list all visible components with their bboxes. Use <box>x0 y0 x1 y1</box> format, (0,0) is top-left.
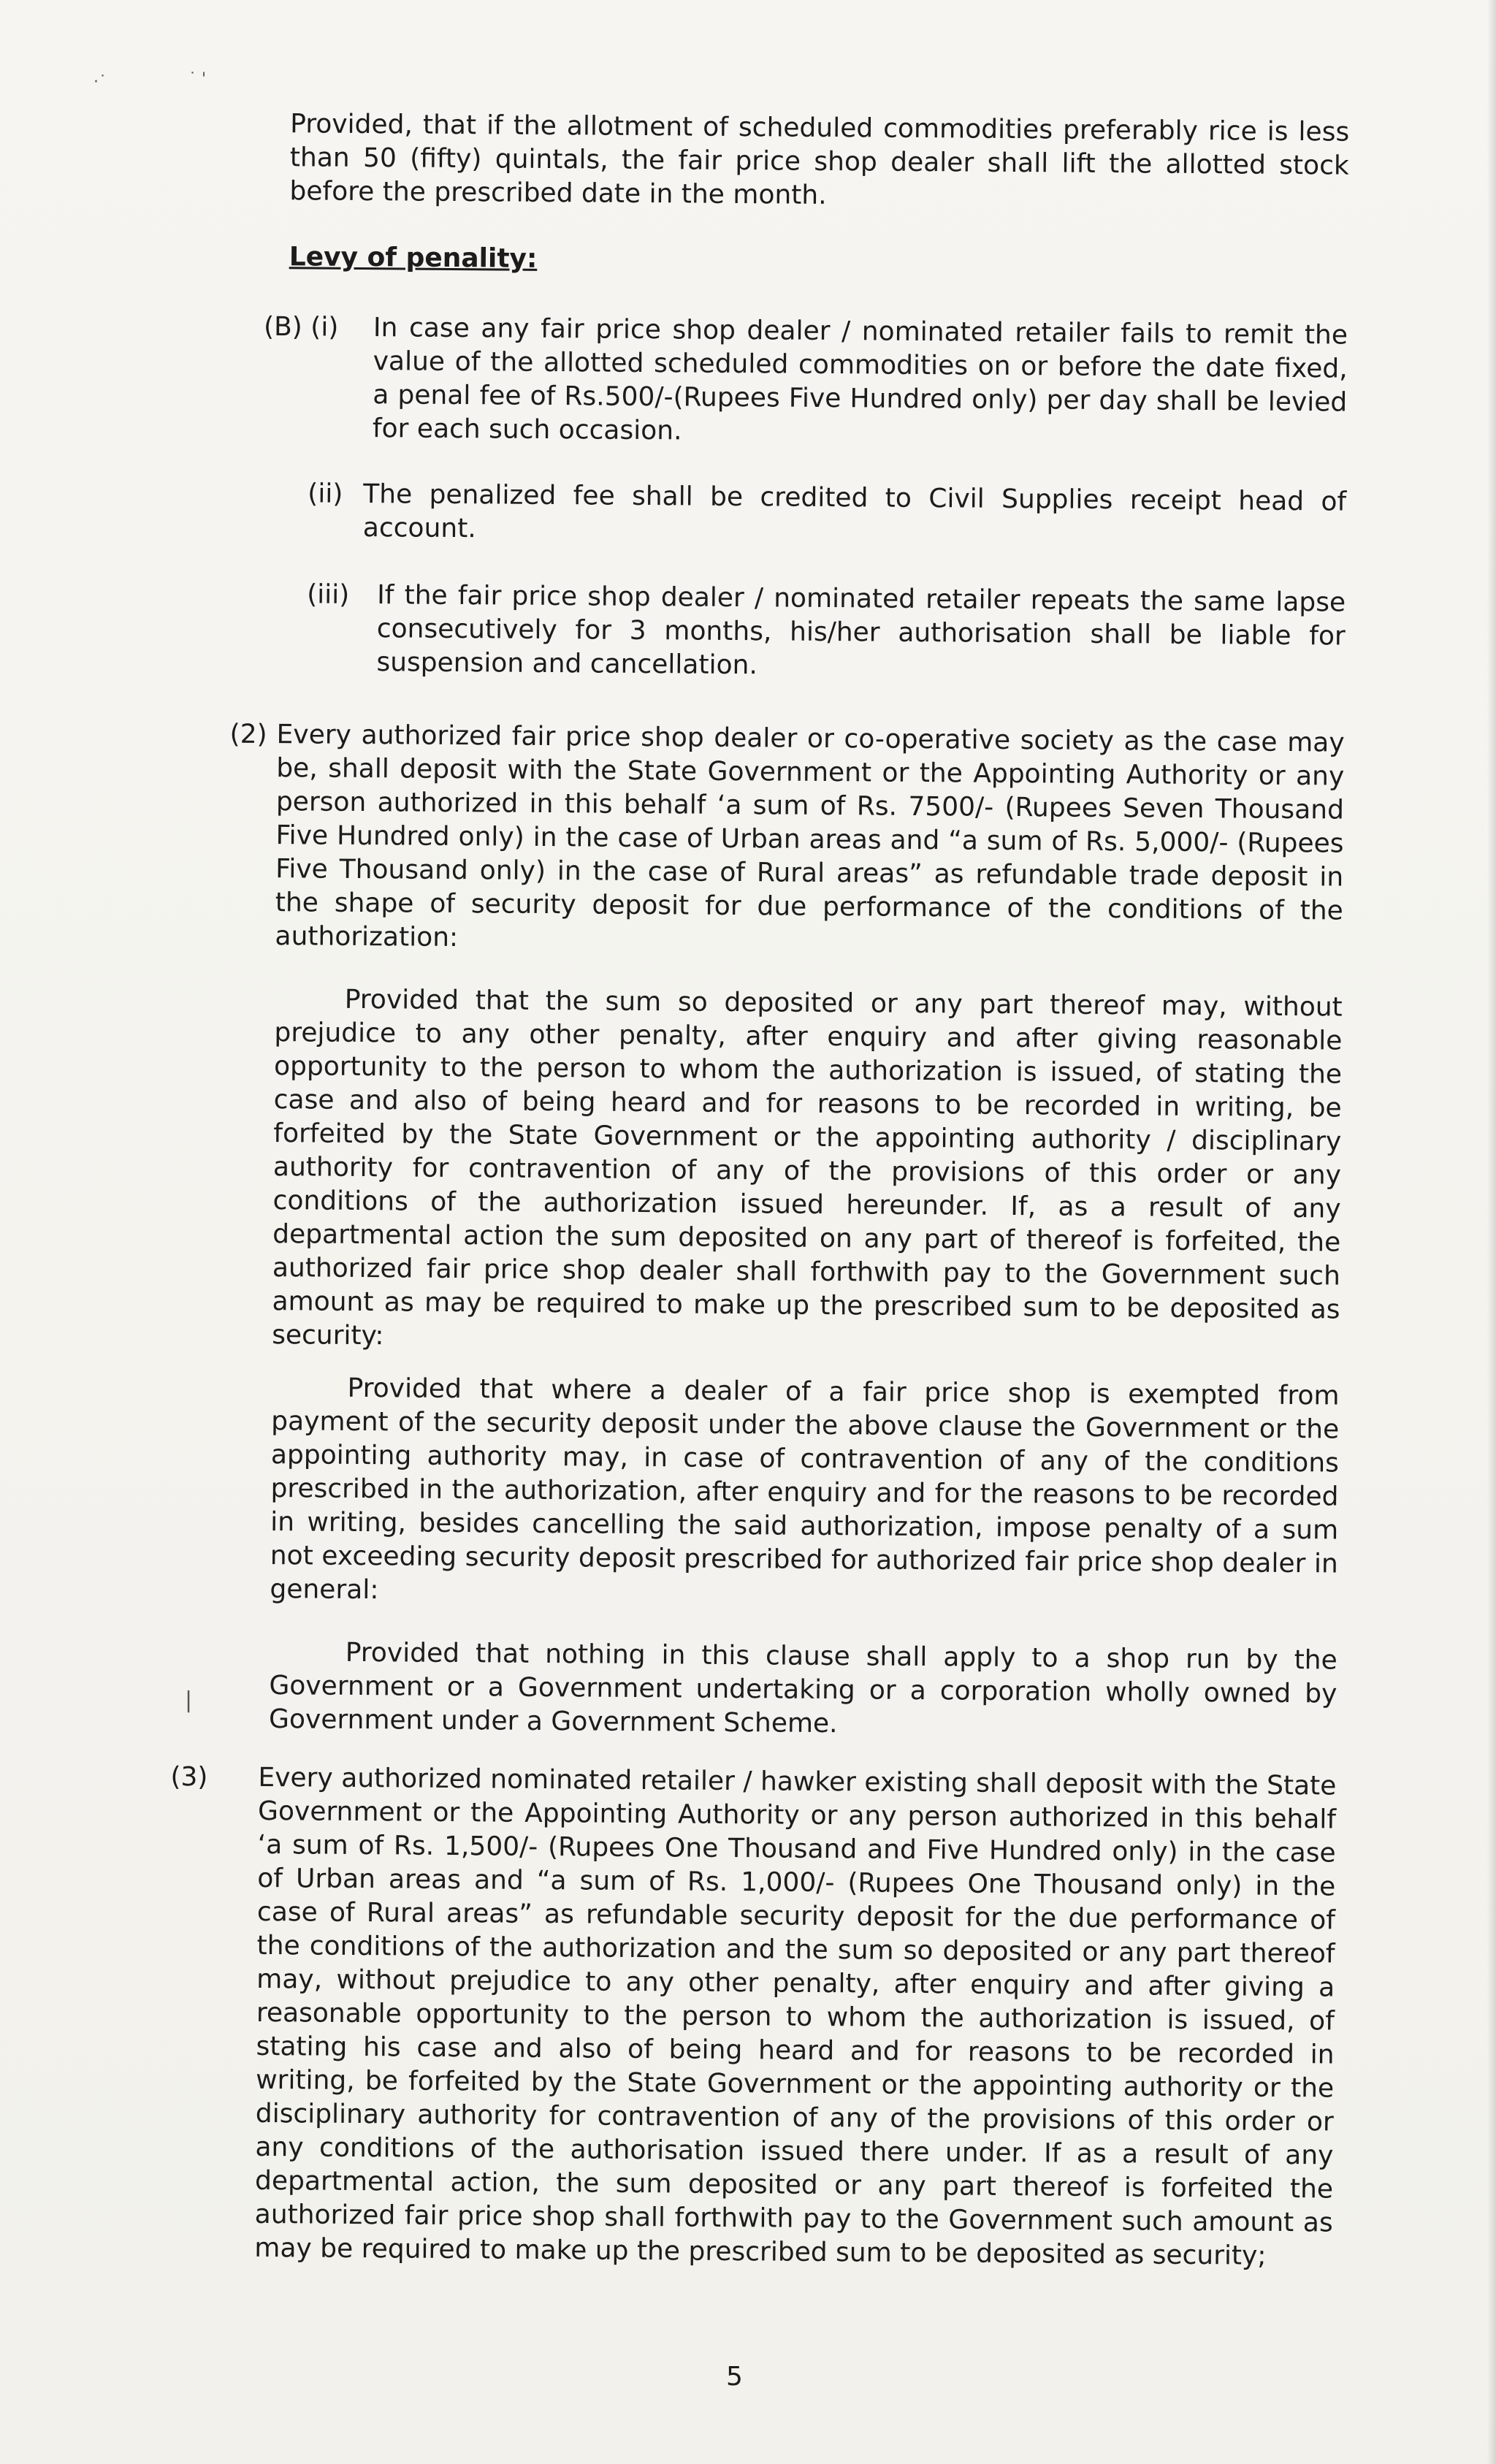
section-2-label: (2) <box>229 719 267 750</box>
proviso-1-text: Provided that the sum so deposited or any part thereof may, without prejudice to any other penalty, after enquiry and after giving reasonable opportunity to the person to whom the authorization is issued, of stating the case and also of being heard and for reasons to be recorded in writing, be forfeited by the State Government or the appointing authority / disciplinary authority for contravention of any of the provisions of this order or any conditions of the authorization issued hereunder. If, as a result of any departmental action the sum deposited on any part of thereof is forfeited, the authorized fair price shop dealer shall forthwith pay to the Government such amount as may be required to make up the prescribed sum to be deposited as security: <box>272 984 1343 1351</box>
clause-b-i-text: In case any fair price shop dealer / nominated retailer fails to remit the value of the allotted scheduled commodities on or before the date fixed, a penal fee of Rs.500/-(Rupees Five Hundred only) per day shall be levied for each such occasion. <box>372 313 1348 446</box>
intro-text: Provided, that if the allotment of scheduled commodities preferably rice is less than 50 (fifty) quintals, the fair price shop dealer shall lift the allotted stock before the prescribed date in the month. <box>289 109 1350 210</box>
section-3-text: Every authorized nominated retailer / hawker existing shall deposit with the State Government or the Appointing Authority or any person authorized in this behalf ‘a sum of Rs. 1,500/- (Rupees One Thousand and Five Hundred only) in the case of Urban areas and “a sum of Rs. 1,000/- (Rupees One Thousand only) in the case of Rural areas” as refundable security deposit for the due performance of the conditions of the authorization and the sum so deposited or any part thereof may, without prejudice to any other penalty, after enquiry and after giving a reasonable opportunity to the person to whom the authorization is issued, of stating his case and also of being heard and for reasons to be recorded in writing, be forfeited by the State Government or the appointing authority or the disciplinary authority for contravention of any of the provisions of this order or any conditions of the authorisation issued there under. If as a result of any departmental action, the sum deposited or any part thereof is forfeited the authorized fair price shop shall forthwith pay to the Government such amount as may be required to make up the prescribed sum to be deposited as security; <box>254 1762 1337 2271</box>
scan-mark: ·˙ <box>94 73 107 91</box>
proviso-3-text: Provided that nothing in this clause shall apply to a shop run by the Government or a Government undertaking or a corporation wholly owned by Government under a Government Scheme. <box>268 1637 1337 1739</box>
clause-b-i-label: (B) (i) <box>263 311 339 343</box>
clause-iii <box>376 579 1346 687</box>
clause-ii <box>363 478 1347 553</box>
intro-paragraph <box>289 107 1349 216</box>
clause-b-i <box>373 311 1348 453</box>
section-2-text: Every authorized fair price shop dealer or co-operative society as the case may be, shall deposit with the State Government or the Appointing Authority or any person authorized in this behalf ‘a sum of Rs. 7500/- (Rupees Seven Thousand Five Hundred only) in the case of Urban areas and “a sum of Rs. 5,000/- (Rupees Five Thousand only) in the case of Rural areas” as refundable trade deposit in the shape of security deposit for due performance of the conditions of the authorization: <box>275 720 1345 953</box>
section-2 <box>275 718 1344 961</box>
clause-ii-label: (ii) <box>308 478 343 509</box>
clause-ii-text: The penalized fee shall be credited to Civil Supplies receipt head of account. <box>362 479 1347 544</box>
proviso-2-text: Provided that where a dealer of a fair price shop is exempted from payment of the security deposit under the above clause the Government or the appointing authority may, in case of contravention of any of the conditions prescribed in the authorization, after enquiry and for the reasons to be recorded in writing, besides cancelling the said authorization, impose penalty of a sum not exceeding security deposit prescribed for authorized fair price shop dealer in general: <box>270 1373 1340 1606</box>
page-number: 5 <box>726 2362 743 2392</box>
section-3-label: (3) <box>170 1762 208 1793</box>
section-3 <box>254 1761 1336 2274</box>
scan-mark: ˙ ' <box>188 70 207 88</box>
levy-heading: Levy of penality: <box>289 242 538 274</box>
scan-mark: | <box>185 1687 193 1713</box>
clause-iii-text: If the fair price shop dealer / nominated retailer repeats the same lapse consecutively for 3 months, his/her authorisation shall be liable for suspension and cancellation. <box>376 580 1346 681</box>
proviso-3 <box>269 1636 1337 1744</box>
proviso-1 <box>272 983 1343 1360</box>
clause-iii-label: (iii) <box>306 579 350 610</box>
proviso-2 <box>270 1371 1339 1614</box>
